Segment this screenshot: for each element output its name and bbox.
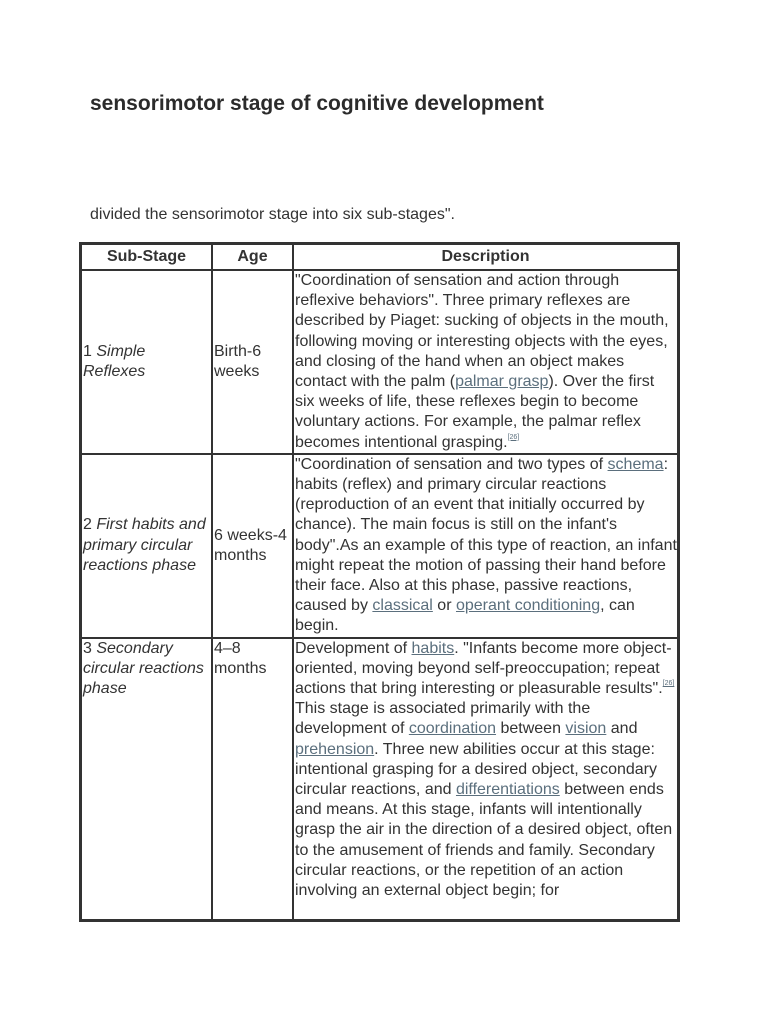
description-text: "Coordination of sensation and action through reflexive behaviors". Three primary reflexes are described by Piaget: sucking of objects in the mouth, following moving or interesting objects with the eyes, and closing of the hand when an object makes contact with the palm (	[295, 272, 669, 391]
age-cell: Birth-6 weeks	[212, 270, 293, 454]
citation-ref-link[interactable]: [26]	[662, 680, 675, 688]
link-coordination[interactable]: coordination	[408, 720, 497, 738]
link-operant-conditioning[interactable]: operant conditioning	[455, 597, 601, 615]
link-schema[interactable]: schema	[607, 455, 664, 473]
description-cell	[293, 270, 678, 454]
age-cell: 6 weeks-4 months	[212, 454, 293, 638]
table-row	[81, 270, 678, 454]
substage-cell	[81, 454, 212, 638]
intro-text: divided the sensorimotor stage into six sub-stages".	[90, 206, 455, 223]
link-vision[interactable]: vision	[565, 720, 607, 738]
description-text: . Three new abilities occur at this stage: intentional grasping for a desired object, secondary circular reactions, and	[295, 740, 657, 799]
link-habits[interactable]: habits	[411, 639, 455, 657]
description-text: . "Infants become more object-oriented, moving beyond self-preoccupation; repeat actions that bring interesting or pleasurable results".	[295, 639, 672, 698]
citation-ref-link[interactable]: [26]	[507, 433, 520, 441]
description-text: or	[432, 597, 456, 615]
description-cell	[293, 638, 678, 920]
substage-cell	[81, 270, 212, 454]
substage-number: 3	[83, 639, 97, 657]
substage-number: 2	[83, 516, 97, 534]
header-age: Age	[212, 244, 293, 270]
page-title: sensorimotor stage of cognitive development	[90, 92, 544, 115]
description-text: , can begin.	[295, 597, 635, 635]
description-text: "Coordination of sensation and two types of	[295, 455, 608, 473]
table-header-row	[81, 244, 678, 270]
description-text: ). Over the first six weeks of life, these reflexes begin to become voluntary actions. For example, the palmar reflex becomes intentional grasping.	[295, 373, 655, 451]
link-classical[interactable]: classical	[372, 597, 433, 615]
link-palmar-grasp[interactable]: palmar grasp	[455, 373, 549, 391]
description-text: between ends and means. At this stage, infants will intentionally grasp the air in the direction of a desired object, often to the amusement of friends and family. Secondary circular reactions, or the repetition of an action involving an external object begin; for	[295, 781, 673, 900]
table-row	[81, 638, 678, 920]
description-text: Development of	[295, 639, 412, 657]
description-text: between	[496, 720, 566, 738]
substage-name: Secondary circular reactions phase	[83, 639, 204, 698]
link-differentiations[interactable]: differentiations	[455, 781, 560, 799]
substage-name: Simple Reflexes	[83, 342, 146, 380]
substage-number: 1	[83, 342, 97, 360]
description-text: and	[606, 720, 638, 738]
description-cell	[293, 454, 678, 638]
description-clip	[295, 639, 677, 919]
description-text: This stage is associated primarily with the development of	[295, 700, 591, 738]
description-text: : habits (reflex) and primary circular reactions (reproduction of an event that initially occurred by chance). The main focus is still on the infant's body".As an example of this type of reaction, an infant might repeat the motion of passing their hand before their face. Also at this phase, passive reactions, caused by	[295, 455, 677, 615]
header-description: Description	[293, 244, 678, 270]
age-cell: 4–8 months	[212, 638, 293, 920]
substage-cell	[81, 638, 212, 920]
header-sub-stage: Sub-Stage	[81, 244, 212, 270]
stages-table	[79, 242, 680, 922]
table-row	[81, 454, 678, 638]
substage-name: First habits and primary circular reactions phase	[83, 516, 206, 574]
link-prehension[interactable]: prehension	[295, 740, 375, 758]
